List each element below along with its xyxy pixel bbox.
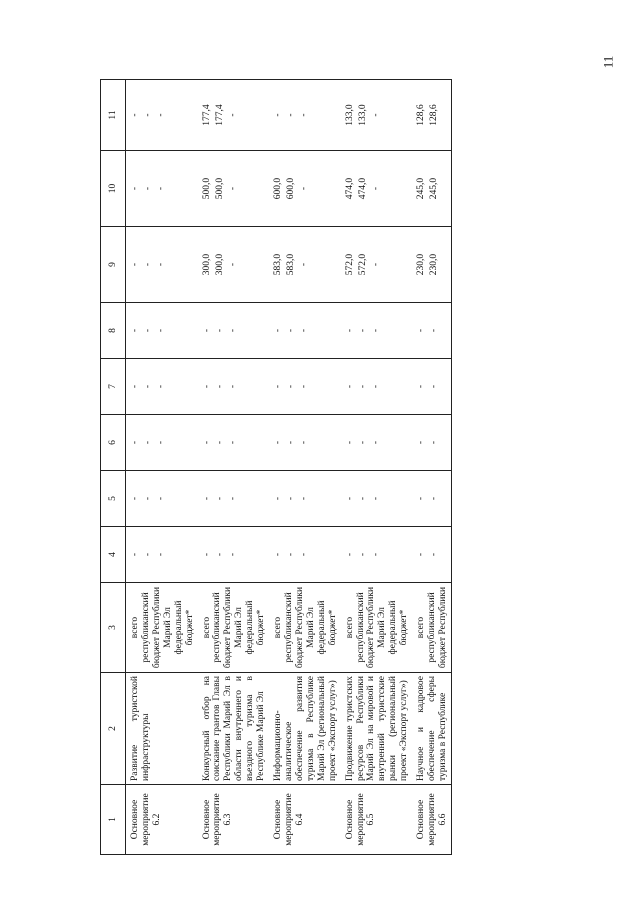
amount-value: 177,4: [201, 104, 212, 126]
amount-value: -: [273, 384, 284, 389]
column-header: 1: [101, 785, 126, 855]
funding-source-label: всего: [201, 616, 212, 639]
amount-value: -: [286, 113, 297, 117]
amount-cell: [269, 227, 341, 303]
amount-value: -: [273, 328, 284, 333]
amount-value: -: [130, 328, 140, 333]
amount-value: 600,0: [286, 177, 297, 200]
activity-id: Основное мероприятие 6.5: [341, 785, 413, 855]
funding-sources: [412, 583, 451, 673]
amount-value: 300,0: [201, 253, 212, 276]
amount-value: 245,0: [416, 177, 427, 200]
activity-id: Основное мероприятие 6.3: [198, 785, 270, 855]
amount-value: -: [156, 186, 166, 191]
funding-source-label: федеральный бюджет*: [388, 600, 410, 655]
page-number: 11: [600, 55, 616, 69]
amount-value: -: [344, 552, 355, 557]
amount-value: -: [130, 113, 140, 117]
amount-value: -: [429, 440, 440, 445]
amount-value: -: [227, 496, 238, 501]
amount-cell: [341, 80, 413, 151]
amount-cell: [412, 80, 451, 151]
amount-value: -: [299, 328, 310, 333]
column-header: 8: [101, 303, 126, 359]
amount-value: -: [201, 552, 212, 557]
amount-value: -: [344, 384, 355, 389]
amount-value: -: [357, 328, 368, 333]
amount-value: -: [299, 113, 310, 117]
amount-value: -: [370, 113, 381, 117]
amount-value: -: [143, 496, 153, 501]
activity-id: Основное мероприятие 6.2: [126, 785, 198, 855]
amount-value: -: [143, 186, 153, 191]
amount-value: -: [344, 328, 355, 333]
amount-value: 572,0: [344, 253, 355, 276]
amount-cell: [126, 415, 198, 471]
amount-value: -: [130, 440, 140, 445]
amount-value: -: [357, 552, 368, 557]
amount-cell: [198, 80, 270, 151]
amount-value: -: [143, 328, 153, 333]
amount-cell: [126, 227, 198, 303]
column-header: 3: [101, 583, 126, 673]
amount-value: -: [214, 440, 225, 445]
amount-value: -: [299, 384, 310, 389]
funding-source-label: республиканский бюджет Республики Марий Эл: [283, 586, 316, 669]
amount-value: -: [227, 113, 238, 117]
table-row: [269, 80, 341, 855]
funding-source-label: всего: [273, 616, 284, 639]
table-row: [198, 80, 270, 855]
amount-cell: [126, 359, 198, 415]
amount-cell: [269, 527, 341, 583]
amount-value: -: [130, 384, 140, 389]
column-header: 11: [101, 80, 126, 151]
amount-value: 133,0: [357, 104, 368, 126]
amount-value: 572,0: [357, 253, 368, 276]
funding-sources: [269, 583, 341, 673]
amount-value: -: [344, 440, 355, 445]
activity-name: Конкурсный отбор на соискание грантов Главы Республики Марий Эл в области внутреннего и въездного туризма в Республике Марий Эл: [198, 673, 270, 785]
amount-cell: [198, 415, 270, 471]
amount-value: 177,4: [214, 104, 225, 126]
amount-value: -: [130, 496, 140, 501]
amount-cell: [126, 471, 198, 527]
amount-value: -: [201, 328, 212, 333]
amount-value: -: [416, 496, 427, 501]
table-row: [126, 80, 198, 855]
amount-cell: [269, 151, 341, 227]
amount-cell: [412, 151, 451, 227]
funding-sources: [341, 583, 413, 673]
amount-value: -: [370, 328, 381, 333]
amount-value: -: [156, 440, 166, 445]
amount-value: -: [156, 552, 166, 557]
column-header: 2: [101, 673, 126, 785]
amount-cell: [269, 80, 341, 151]
amount-cell: [269, 303, 341, 359]
amount-cell: [412, 227, 451, 303]
activity-name: Информационно-аналитическое обеспечение развития туризма в Республике Марий Эл (региональный проект «Экспорт услуг»): [269, 673, 341, 785]
funding-sources: [126, 583, 198, 673]
amount-value: 230,0: [429, 253, 440, 276]
funding-source-label: всего: [344, 616, 355, 639]
amount-cell: [341, 527, 413, 583]
funding-sources: [198, 583, 270, 673]
amount-value: -: [227, 384, 238, 389]
amount-value: -: [299, 262, 310, 267]
amount-value: -: [370, 440, 381, 445]
amount-value: -: [227, 186, 238, 191]
amount-cell: [412, 415, 451, 471]
table-body: [126, 80, 452, 855]
activity-id: Основное мероприятие 6.4: [269, 785, 341, 855]
amount-value: -: [286, 496, 297, 501]
amount-value: -: [143, 440, 153, 445]
amount-value: 500,0: [214, 177, 225, 200]
amount-value: -: [201, 496, 212, 501]
amount-value: -: [156, 113, 166, 117]
amount-cell: [412, 359, 451, 415]
amount-value: 245,0: [429, 177, 440, 200]
amount-value: -: [370, 262, 381, 267]
column-header: 7: [101, 359, 126, 415]
amount-cell: [412, 527, 451, 583]
amount-value: 474,0: [344, 177, 355, 200]
amount-value: -: [357, 496, 368, 501]
activity-name: Научное и кадровое обеспечение сферы туризма в Республике: [412, 673, 451, 785]
amount-cell: [198, 151, 270, 227]
amount-value: -: [227, 440, 238, 445]
amount-value: -: [214, 384, 225, 389]
funding-source-label: республиканский бюджет Республики Марий Эл: [212, 586, 245, 669]
amount-value: -: [214, 328, 225, 333]
amount-value: -: [130, 262, 140, 267]
amount-value: -: [227, 328, 238, 333]
funding-source-label: всего: [416, 616, 427, 639]
amount-cell: [269, 415, 341, 471]
amount-cell: [126, 527, 198, 583]
funding-source-label: республиканский бюджет Республики Марий Эл: [355, 586, 388, 669]
amount-cell: [126, 80, 198, 151]
activity-id: Основное мероприятие 6.6: [412, 785, 451, 855]
amount-value: 128,6: [429, 104, 440, 126]
amount-value: 128,6: [416, 104, 427, 126]
amount-value: -: [130, 186, 140, 191]
amount-value: -: [370, 496, 381, 501]
amount-value: -: [429, 328, 440, 333]
amount-cell: [341, 359, 413, 415]
amount-cell: [412, 471, 451, 527]
amount-value: -: [156, 262, 166, 267]
amount-value: 583,0: [286, 253, 297, 276]
amount-value: -: [344, 496, 355, 501]
amount-cell: [341, 303, 413, 359]
amount-value: -: [357, 440, 368, 445]
amount-value: -: [286, 328, 297, 333]
amount-cell: [198, 303, 270, 359]
budget-table: [100, 79, 452, 855]
amount-value: -: [357, 384, 368, 389]
amount-cell: [198, 527, 270, 583]
amount-cell: [198, 471, 270, 527]
amount-value: -: [299, 496, 310, 501]
header-row: [101, 80, 126, 855]
amount-value: -: [299, 440, 310, 445]
amount-value: -: [299, 186, 310, 191]
amount-cell: [341, 415, 413, 471]
amount-value: -: [416, 384, 427, 389]
amount-cell: [341, 227, 413, 303]
column-header: 10: [101, 151, 126, 227]
amount-value: -: [416, 552, 427, 557]
column-header: 6: [101, 415, 126, 471]
amount-cell: [126, 303, 198, 359]
amount-value: -: [299, 552, 310, 557]
amount-value: 600,0: [273, 177, 284, 200]
activity-name: Развитие туристской инфраструктуры: [126, 673, 198, 785]
amount-value: -: [370, 384, 381, 389]
funding-source-label: федеральный бюджет*: [245, 600, 267, 655]
activity-name: Продвижение туристских ресурсов Республики Марий Эл на мировой и внутренний туристские рынки (региональный проект «Экспорт услуг»): [341, 673, 413, 785]
amount-value: -: [156, 496, 166, 501]
amount-value: -: [273, 552, 284, 557]
amount-value: -: [143, 552, 153, 557]
funding-source-label: федеральный бюджет*: [316, 600, 338, 655]
amount-value: -: [130, 552, 140, 557]
amount-cell: [198, 227, 270, 303]
amount-cell: [269, 359, 341, 415]
table-row: [412, 80, 451, 855]
funding-source-label: республиканский бюджет Республики Марий Эл: [140, 586, 173, 669]
amount-value: -: [214, 496, 225, 501]
amount-value: -: [156, 384, 166, 389]
amount-value: -: [214, 552, 225, 557]
amount-value: -: [227, 552, 238, 557]
amount-cell: [126, 151, 198, 227]
amount-value: -: [143, 113, 153, 117]
column-header: 4: [101, 527, 126, 583]
amount-value: -: [286, 440, 297, 445]
amount-value: -: [201, 384, 212, 389]
amount-value: -: [286, 384, 297, 389]
amount-value: -: [286, 552, 297, 557]
column-header: 9: [101, 227, 126, 303]
amount-value: 500,0: [201, 177, 212, 200]
funding-source-label: республиканский бюджет Республики: [427, 586, 448, 669]
amount-value: -: [143, 384, 153, 389]
amount-cell: [269, 471, 341, 527]
amount-cell: [412, 303, 451, 359]
amount-value: -: [273, 440, 284, 445]
amount-cell: [341, 471, 413, 527]
amount-cell: [341, 151, 413, 227]
rotated-page: [100, 80, 628, 855]
amount-value: -: [429, 552, 440, 557]
amount-value: -: [416, 440, 427, 445]
table-row: [341, 80, 413, 855]
column-header: 5: [101, 471, 126, 527]
amount-cell: [198, 359, 270, 415]
amount-value: -: [370, 552, 381, 557]
funding-source-label: всего: [130, 616, 140, 639]
amount-value: -: [156, 328, 166, 333]
amount-value: 133,0: [344, 104, 355, 126]
amount-value: -: [429, 384, 440, 389]
amount-value: -: [201, 440, 212, 445]
amount-value: 300,0: [214, 253, 225, 276]
amount-value: 474,0: [357, 177, 368, 200]
amount-value: 583,0: [273, 253, 284, 276]
amount-value: -: [273, 496, 284, 501]
amount-value: -: [227, 262, 238, 267]
amount-value: -: [429, 496, 440, 501]
funding-source-label: федеральный бюджет*: [173, 600, 195, 655]
amount-value: -: [143, 262, 153, 267]
amount-value: -: [416, 328, 427, 333]
amount-value: -: [370, 186, 381, 191]
amount-value: -: [273, 113, 284, 117]
amount-value: 230,0: [416, 253, 427, 276]
